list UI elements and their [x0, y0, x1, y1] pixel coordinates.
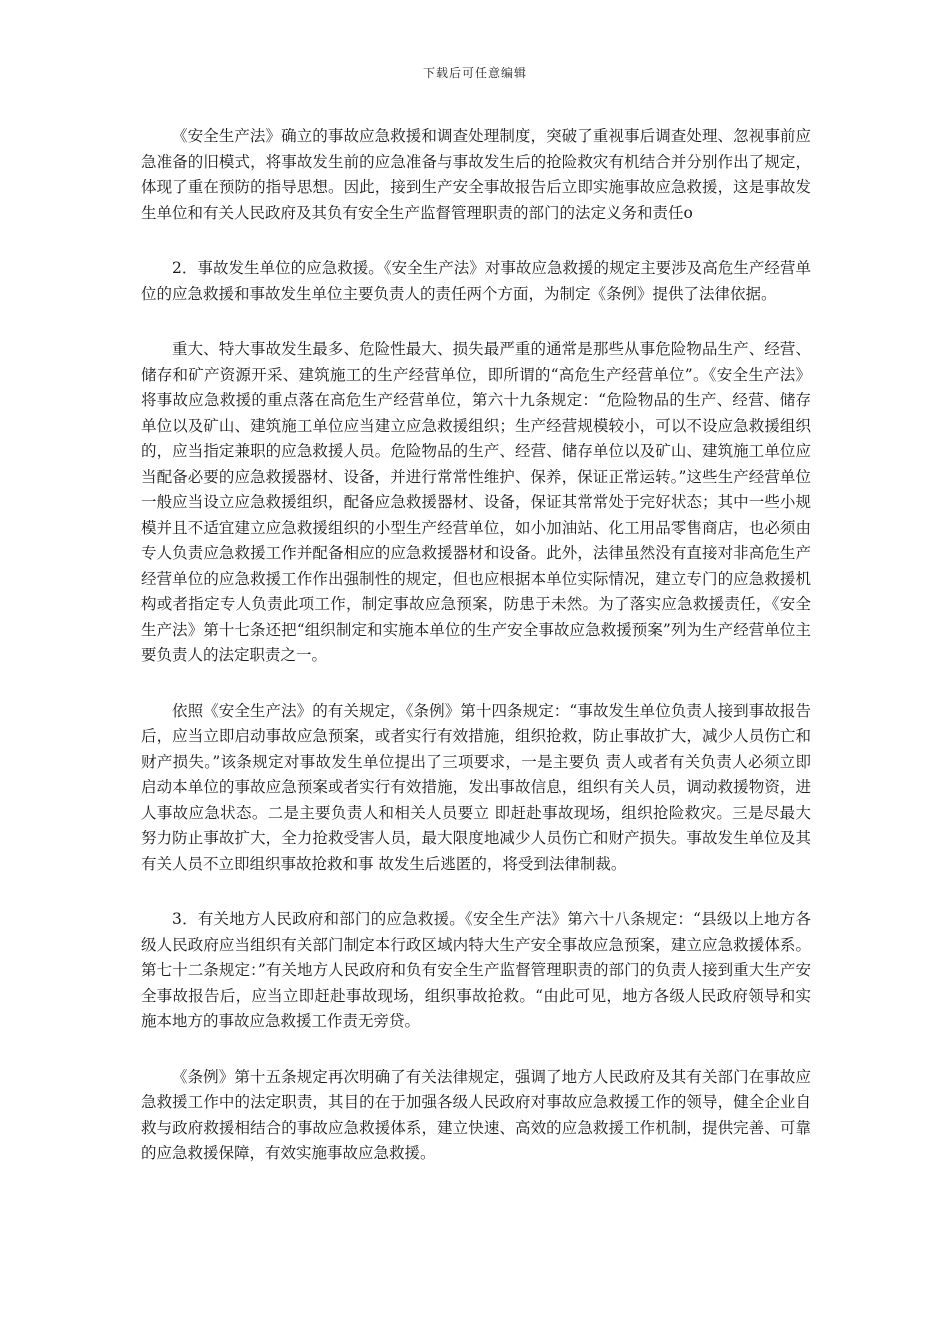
- paragraph-article-14: 依照《安全生产法》的有关规定，《条例》第十四条规定：“事故发生单位负责人接到事故报告后，应当立即启动事故应急预案，或者实行有效措施，组织抢救，防止事故扩大，减少人员伤亡和财产损失。”该条规定对事故发生单位提出了三项要求，一是主要负 责人或者有关负责人必须立即启动本单位的事故应急预案或者实行有效措施，发出事故信息，组织有关人员，调动救援物资，进人事故应急状态。二是主要负责人和相关人员要立 即赶赴事故现场，组织抢险救灾。三是尽最大努力防止事故扩大，全力抢救受害人员，最大限度地减少人员伤亡和财产损失。事故发生单位及其有关人员不立即组织事故抢救和事 故发生后逃匿的，将受到法律制裁。: [141, 701, 811, 873]
- paragraph-section-3: 3．有关地方人民政府和部门的应急救援。《安全生产法》第六十八条规定：“县级以上地方各级人民政府应当组织有关部门制定本行政区域内特大生产安全事故应急预案，建立应急救援体系。第七十二条规定：”有关地方人民政府和负有安全生产监督管理职责的部门的负责人接到重大生产安全事故报告后，应当立即赶赴事故现场，组织事故抢救。“由此可见，地方各级人民政府领导和实施本地方的事故应急救援工作责无旁贷。: [141, 910, 811, 1030]
- paragraph-high-risk-units: 重大、特大事故发生最多、危险性最大、损失最严重的通常是那些从事危险物品生产、经营、储存和矿产资源开采、建筑施工的生产经营单位，即所谓的“高危生产经营单位”。《安全生产法》将事故应急救援的重点落在高危生产经营单位，第六十九条规定：“危险物品的生产、经营、储存单位以及矿山、建筑施工单位应当建立应急救援组织；生产经营规模较小，可以不设应急救援组织的，应当指定兼职的应急救援人员。危险物品的生产、经营、储存单位以及矿山、建筑施工单位应当配备必要的应急救援器材、设备，并进行常常性维护、保养，保证正常运转。”这些生产经营单位一般应当设立应急救援组织，配备应急救援器材、设备，保证其常常处于完好状态；其中一些小规模并且不适宜建立应急救援组织的小型生产经营单位，如小加油站、化工用品零售商店，也必须由专人负责应急救援工作并配备相应的应急救援器材和设备。此外，法律虽然没有直接对非高危生产经营单位的应急救援工作作出强制性的规定，但也应根据本单位实际情况，建立专门的应急救援机构或者指定专人负责此项工作，制定事故应急预案，防患于未然。为了落实应急救援责任，《安全生产法》第十七条还把“组织制定和实施本单位的生产安全事故应急救援预案”列为生产经营单位主要负责人的法定职责之一。: [141, 340, 811, 664]
- document-body: [141, 124, 811, 1197]
- page-header: 下载后可任意编辑: [422, 66, 527, 80]
- paragraph-intro: 《安全生产法》确立的事故应急救援和调查处理制度，突破了重视事后调查处理、忽视事前应急准备的旧模式，将事故发生前的应急准备与事故发生后的抢险救灾有机结合并分别作出了规定，体现了重在预防的指导思想。因此，接到生产安全事故报告后立即实施事故应急救援，这是事故发生单位和有关人民政府及其负有安全生产监督管理职责的部门的法定义务和责任o: [141, 127, 811, 222]
- paragraph-section-2: 2．事故发生单位的应急救援。《安全生产法》对事故应急救援的规定主要涉及高危生产经营单位的应急救援和事故发生单位主要负责人的责任两个方面，为制定《条例》提供了法律依据。: [141, 259, 811, 303]
- paragraph-article-15: 《条例》第十五条规定再次明确了有关法律规定，强调了地方人民政府及其有关部门在事故应急救援工作中的法定职责，其目的在于加强各级人民政府对事故应急救援工作的领导，健全企业自救与政府救援相结合的事故应急救援体系，建立快速、高效的应急救援工作机制，提供完善、可靠的应急救援保障，有效实施事故应急救援。: [141, 1067, 811, 1162]
